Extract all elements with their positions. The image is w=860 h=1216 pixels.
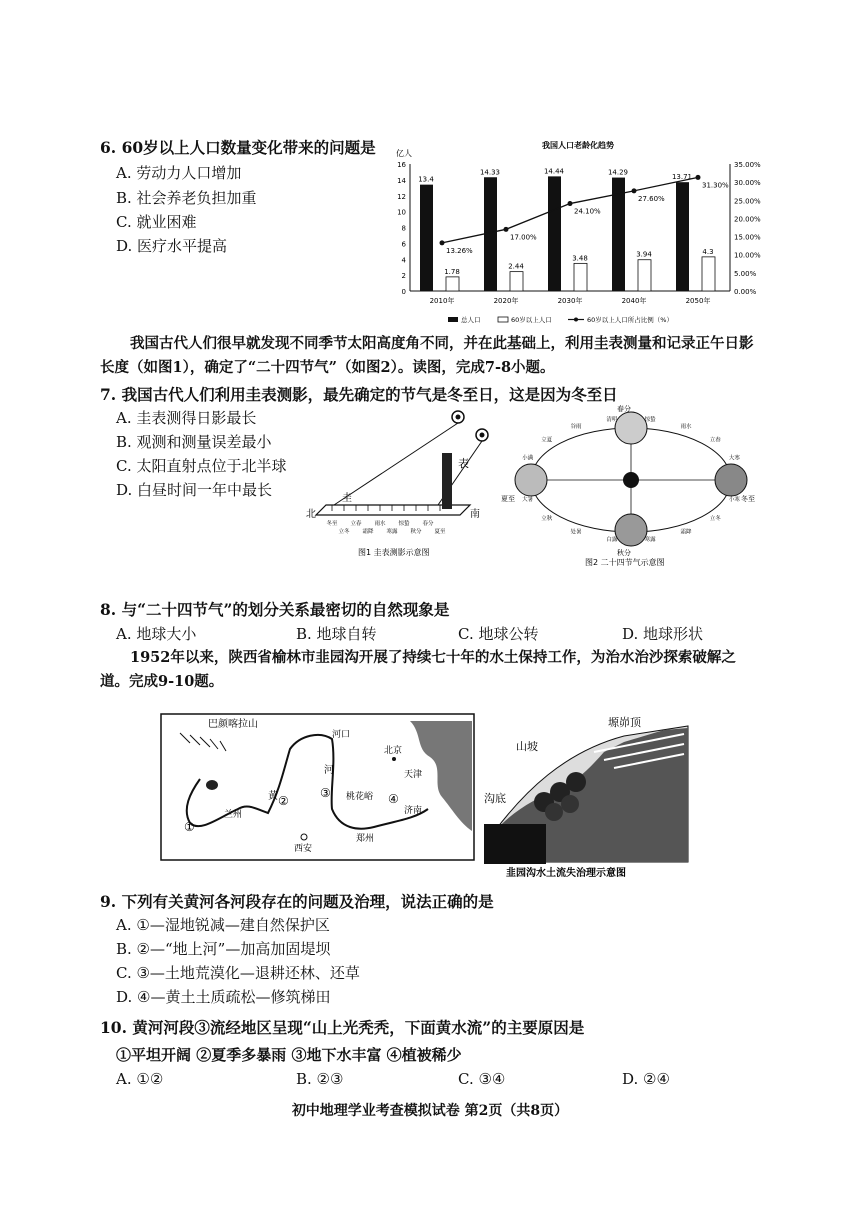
x-tick-label: 2020年 — [493, 297, 519, 305]
q8-option-c: C. 地球公转 — [458, 625, 539, 643]
ratio-label: 31.30% — [702, 181, 729, 190]
gui-mark-label: 立冬 — [338, 529, 350, 535]
term-left: 夏至 — [501, 495, 515, 503]
ratio-point — [632, 188, 637, 193]
solar-term-label: 谷雨 — [570, 424, 582, 431]
q8-option-a: A. 地球大小 — [116, 625, 197, 643]
y2-axis-ticks — [734, 161, 761, 296]
solar-term-label: 小满 — [522, 455, 534, 462]
y-tick-label: 2 — [401, 272, 406, 281]
map-marker-2: ② — [278, 794, 289, 808]
q7-option-d: D. 白昼时间一年中最长 — [116, 481, 273, 499]
solar-term-label: 处暑 — [570, 529, 582, 536]
solar-term-label: 清明 — [606, 416, 618, 423]
map-tianjin: 天津 — [404, 770, 423, 780]
map-jinan: 济南 — [404, 806, 423, 816]
slope-caption: 韭园沟水土流失治理示意图 — [506, 868, 626, 879]
bar-elderly-label: 2.44 — [508, 262, 524, 271]
q10-option-d: D. ②④ — [622, 1070, 670, 1088]
solar-term-label: 寒露 — [644, 537, 656, 544]
ratio-point — [568, 201, 573, 206]
gui-mark-label: 冬至 — [326, 521, 338, 527]
legend-ratio: 60岁以上人口所占比例（%） — [587, 316, 673, 324]
chart-title: 我国人口老龄化趋势 — [542, 141, 614, 150]
intro-7-8: 我国古代人们很早就发现不同季节太阳高度角不同，并在此基础上，利用圭表测量和记录正午日影长度（如图1），确定了“二十四节气”（如图2）。读图，完成7-8小题。 — [100, 335, 754, 376]
bar-total-label: 14.33 — [479, 168, 501, 177]
gui-mark-label: 惊蛰 — [398, 521, 410, 527]
x-tick-label: 2010年 — [429, 297, 455, 305]
q10-option-b: B. ②③ — [296, 1070, 344, 1088]
solar-term-label: 大暑 — [522, 497, 534, 504]
bar-total-label: 13.4 — [418, 175, 434, 184]
q7-option-c: C. 太阳直射点位于北半球 — [116, 457, 287, 475]
slope-bottom-label: 沟底 — [484, 792, 506, 805]
solar-term-label: 霜降 — [680, 529, 692, 536]
ratio-point — [504, 227, 509, 232]
q6-option-c: C. 就业困难 — [116, 213, 197, 231]
earth-summer-icon — [515, 464, 547, 496]
page-footer: 初中地理学业考查模拟试卷 第2页（共8页） — [291, 1103, 569, 1119]
gui-mark-label: 霜降 — [362, 529, 374, 535]
bar-elderly-label: 4.3 — [702, 247, 714, 256]
term-bottom: 秋分 — [617, 549, 631, 557]
earth-autumn-icon — [615, 514, 647, 546]
tree-icon — [545, 803, 563, 821]
y2-tick-label: 5.00% — [734, 269, 757, 278]
map-bayan: 巴颜喀拉山 — [208, 719, 258, 730]
gui-mark-label: 夏至 — [434, 529, 446, 535]
map-he: 河 — [324, 765, 334, 776]
fig2-solar-terms-diagram — [501, 405, 760, 567]
tree-icon — [561, 795, 579, 813]
map-marker-1: ① — [184, 820, 195, 834]
legend-total: 总人口 — [461, 316, 481, 324]
term-top: 春分 — [617, 405, 631, 413]
ratio-label: 13.26% — [446, 246, 473, 255]
q9-option-c: C. ③—土地荒漠化—退耕还林、还草 — [116, 964, 360, 982]
solar-term-label: 小寒 — [728, 497, 740, 504]
aging-chart — [388, 136, 770, 328]
solar-term-label: 立春 — [709, 437, 721, 444]
bar-elderly — [510, 272, 523, 291]
q10-stem: 10. 黄河河段③流经地区呈现“山上光秃秃，下面黄水流”的主要原因是 — [100, 1018, 585, 1037]
map-taohuayu: 桃花峪 — [346, 792, 374, 802]
q6-option-b: B. 社会养老负担加重 — [116, 189, 257, 207]
chart-legend — [448, 315, 673, 324]
gui-mark-label: 春分 — [422, 521, 434, 527]
map-beijing: 北京 — [384, 746, 403, 756]
y-axis-ticks — [397, 161, 406, 296]
gui-mark-label: 雨水 — [374, 521, 386, 527]
y-tick-label: 14 — [397, 176, 406, 185]
solar-term-label: 立冬 — [709, 515, 721, 522]
bar-total — [420, 185, 433, 291]
map-marker-4: ④ — [388, 792, 399, 806]
q7-stem: 7. 我国古代人们利用圭表测影，最先确定的节气是冬至日，这是因为冬至日 — [100, 385, 618, 404]
gui-mark-label: 寒露 — [386, 529, 398, 535]
y-tick-label: 12 — [397, 192, 406, 201]
gui-label: 圭 — [342, 493, 352, 504]
solar-term-label: 大寒 — [728, 455, 740, 462]
x-tick-label: 2040年 — [621, 297, 647, 305]
solar-term-label: 白露 — [606, 537, 618, 544]
ratio-label: 27.60% — [638, 194, 665, 203]
solar-term-label: 立秋 — [541, 515, 553, 522]
chart-ylabel: 亿人 — [396, 149, 412, 158]
legend-elderly: 60岁以上人口 — [511, 316, 552, 324]
fig1-gnomon-diagram — [298, 405, 503, 560]
map-xian: 西安 — [294, 844, 313, 854]
map-huang: 黄 — [268, 791, 278, 802]
ratio-line — [442, 177, 698, 242]
gui-mark-label: 秋分 — [410, 529, 422, 535]
x-tick-label: 2030年 — [557, 297, 583, 305]
q8-option-d: D. 地球形状 — [622, 625, 704, 643]
q7-option-b: B. 观测和测量误差最小 — [116, 433, 272, 451]
ratio-point — [696, 175, 701, 180]
bar-elderly-label: 1.78 — [444, 267, 460, 276]
map-zhengzhou: 郑州 — [356, 834, 375, 844]
lake-icon — [206, 780, 218, 790]
q10-option-c: C. ③④ — [458, 1070, 506, 1088]
bar-total-label: 14.29 — [607, 168, 629, 177]
gully-bottom — [484, 824, 546, 864]
earth-spring-icon — [615, 412, 647, 444]
y-tick-label: 16 — [397, 161, 406, 169]
bar-elderly-label: 3.48 — [572, 254, 588, 263]
earth-winter-icon — [715, 464, 747, 496]
term-right: 冬至 — [741, 495, 755, 503]
ratio-point — [440, 240, 445, 245]
y-tick-label: 0 — [401, 288, 406, 296]
y2-tick-label: 15.00% — [734, 233, 761, 242]
bar-elderly-label: 3.94 — [636, 250, 652, 259]
ratio-label: 17.00% — [510, 233, 537, 242]
gui-mark-label: 立春 — [350, 521, 362, 527]
y-tick-label: 6 — [401, 240, 406, 249]
q8-option-b: B. 地球自转 — [296, 625, 377, 643]
q9-option-a: A. ①—湿地锐减—建自然保护区 — [116, 916, 330, 934]
solar-term-label: 立夏 — [541, 437, 553, 444]
tree-icon — [566, 772, 586, 792]
biao-pole — [442, 453, 452, 509]
q6-option-a: A. 劳动力人口增加 — [116, 164, 242, 182]
y2-tick-label: 10.00% — [734, 251, 761, 260]
yellow-river-map — [160, 713, 475, 861]
y2-tick-label: 35.00% — [734, 161, 761, 169]
fig2-caption: 图2 二十四节气示意图 — [585, 558, 665, 567]
y2-tick-label: 20.00% — [734, 215, 761, 224]
bar-elderly — [574, 263, 587, 291]
q9-stem: 9. 下列有关黄河各河段存在的问题及治理，说法正确的是 — [100, 892, 494, 911]
y2-tick-label: 30.00% — [734, 179, 761, 188]
map-lanzhou: 兰州 — [224, 810, 243, 820]
bar-elderly — [702, 257, 715, 291]
legend-swatch-elderly — [498, 317, 508, 322]
bar-total-label: 14.44 — [543, 167, 565, 176]
slope-top-label: 塬峁顶 — [608, 716, 641, 729]
y-tick-label: 8 — [401, 224, 406, 233]
bar-elderly — [638, 260, 651, 291]
ratio-label: 24.10% — [574, 207, 601, 216]
solar-term-label: 惊蛰 — [644, 416, 656, 423]
bar-total-label: 13.71 — [671, 173, 693, 182]
y-tick-label: 4 — [401, 256, 406, 265]
q6-stem: 6. 60岁以上人口数量变化带来的问题是 — [100, 138, 376, 157]
map-marker-3: ③ — [320, 786, 331, 800]
y2-tick-label: 25.00% — [734, 197, 761, 206]
q9-option-b: B. ②—“地上河”—加高加固堤坝 — [116, 940, 331, 958]
solar-term-label: 雨水 — [680, 424, 692, 431]
q10-items: ①平坦开阔 ②夏季多暴雨 ③地下水丰富 ④植被稀少 — [116, 1046, 462, 1064]
y-tick-label: 10 — [397, 208, 406, 217]
bar-total — [676, 182, 689, 291]
x-tick-label: 2050年 — [685, 297, 711, 305]
legend-swatch-total — [448, 317, 458, 322]
map-hekou: 河口 — [332, 730, 351, 740]
slope-slope-label: 山坡 — [516, 740, 538, 753]
sun-icon — [623, 472, 639, 488]
q6-option-d: D. 医疗水平提高 — [116, 237, 228, 255]
bar-total — [548, 176, 561, 291]
q7-option-a: A. 圭表测得日影最长 — [116, 409, 257, 427]
y2-tick-label: 0.00% — [734, 288, 757, 296]
intro-9-10: 1952年以来，陕西省榆林市韭园沟开展了持续七十年的水土保持工作，为治水治沙探索破解之道。完成9-10题。 — [100, 649, 736, 690]
south-label: 南 — [470, 509, 480, 520]
q8-stem: 8. 与“二十四节气”的划分关系最密切的自然现象是 — [100, 600, 450, 619]
north-label: 北 — [306, 509, 316, 520]
biao-label: 表 — [458, 457, 469, 470]
slope-erosion-diagram — [484, 712, 688, 880]
q9-option-d: D. ④—黄土土质疏松—修筑梯田 — [116, 988, 331, 1006]
fig1-caption: 图1 圭表测影示意图 — [358, 548, 430, 557]
bar-elderly — [446, 277, 459, 291]
q10-option-a: A. ①② — [116, 1070, 164, 1088]
